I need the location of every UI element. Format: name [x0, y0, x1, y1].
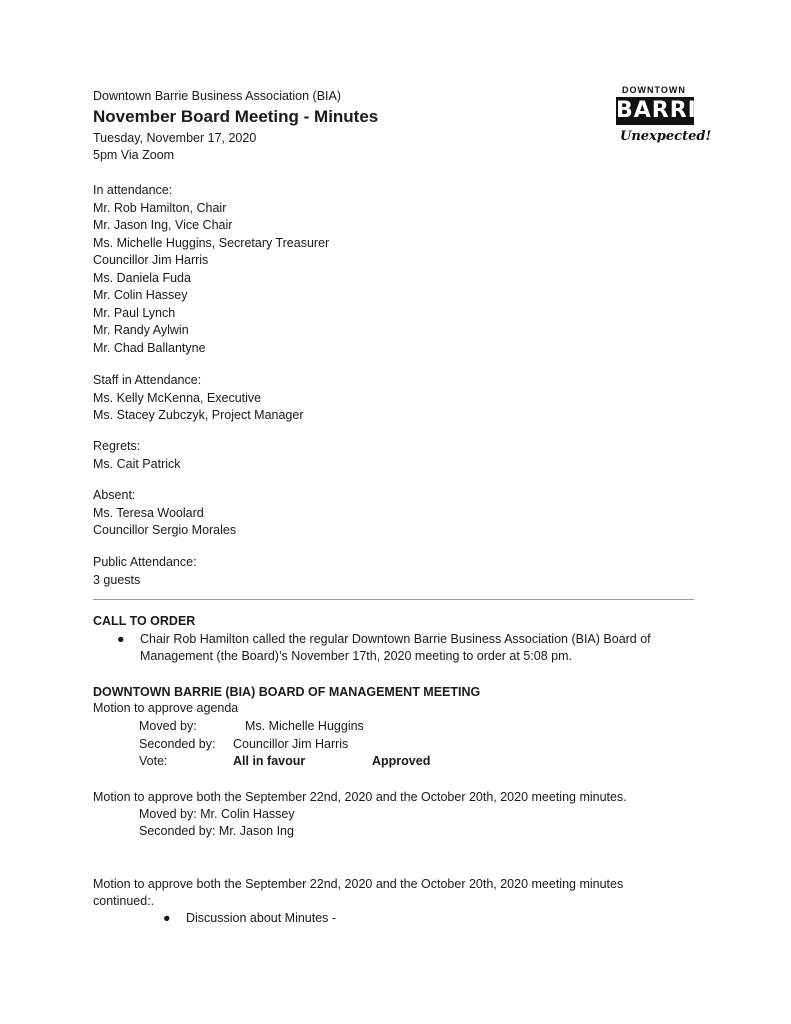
public-value: 3 guests: [93, 572, 141, 587]
seconded-by-label: Seconded by:: [139, 737, 216, 751]
staff-label: Staff in Attendance:: [93, 373, 202, 387]
attendee: Ms. Daniela Fuda: [93, 270, 191, 285]
meeting-date: Tuesday, November 17, 2020: [93, 131, 257, 145]
attendee: Mr. Chad Ballantyne: [93, 340, 206, 355]
vote-value: All in favour: [233, 754, 306, 768]
attendee: Ms. Michelle Huggins, Secretary Treasurer: [93, 235, 330, 250]
attendee: Mr. Colin Hassey: [93, 288, 188, 302]
seconded-by-line: Seconded by: Mr. Jason Ing: [139, 824, 294, 838]
public-label: Public Attendance:: [93, 555, 197, 569]
regrets-member: Ms. Cait Patrick: [93, 456, 181, 471]
motion-title: Motion to approve both the September 22nd, 2020 and the October 20th, 2020 meeting minutes.: [93, 790, 627, 804]
logo-tagline: Unexpected!: [620, 129, 712, 144]
call-to-order-heading: CALL TO ORDER: [93, 614, 196, 628]
bullet-line: Management (the Board)’s November 17th, 2020 meeting to order at 5:08 pm.: [140, 649, 572, 663]
staff-section: [93, 372, 304, 425]
logo-top-text: DOWNTOWN: [622, 85, 686, 95]
absent-section: [93, 487, 236, 540]
bullet-icon: ●: [117, 632, 125, 646]
meeting-time-location: 5pm Via Zoom: [93, 148, 175, 162]
bullet-icon: ●: [163, 911, 171, 925]
public-section: [93, 554, 197, 589]
motion-title: Motion to approve both the September 22nd, 2020 and the October 20th, 2020 meeting minutes: [93, 877, 624, 891]
attendance-section: [93, 182, 329, 357]
moved-by-line: Moved by: Mr. Colin Hassey: [139, 807, 295, 821]
board-meeting-heading: DOWNTOWN BARRIE (BIA) BOARD OF MANAGEMENT MEETING: [93, 685, 481, 699]
attendee: Mr. Randy Aylwin: [93, 323, 189, 337]
absent-label: Absent:: [93, 488, 136, 502]
regrets-label: Regrets:: [93, 439, 141, 453]
absent-member: Ms. Teresa Woolard: [93, 505, 204, 520]
attendee: Councillor Jim Harris: [93, 253, 209, 267]
attendance-label: In attendance:: [93, 183, 173, 197]
regrets-section: [93, 438, 181, 473]
vote-result: Approved: [372, 754, 431, 768]
moved-by-value: Ms. Michelle Huggins: [245, 719, 364, 733]
staff-member: Ms. Stacey Zubczyk, Project Manager: [93, 408, 304, 422]
attendee: Mr. Rob Hamilton, Chair: [93, 200, 227, 215]
organization-name: Downtown Barrie Business Association (BIA): [93, 89, 342, 103]
seconded-by-value: Councillor Jim Harris: [233, 737, 349, 751]
bullet-line: Chair Rob Hamilton called the regular Downtown Barrie Business Association (BIA) Board of: [140, 632, 651, 646]
horizontal-divider: [93, 599, 694, 600]
vote-label: Vote:: [139, 754, 168, 768]
bullet-line: Discussion about Minutes -: [186, 911, 337, 925]
absent-member: Councillor Sergio Morales: [93, 523, 237, 537]
moved-by-label: Moved by:: [139, 719, 197, 733]
staff-member: Ms. Kelly McKenna, Executive: [93, 390, 262, 405]
motion-title-continued: continued:.: [93, 894, 155, 908]
attendee: Mr. Jason Ing, Vice Chair: [93, 218, 233, 232]
motion-title: Motion to approve agenda: [93, 701, 239, 715]
downtown-barrie-logo: [614, 85, 713, 161]
page-title: November Board Meeting - Minutes: [93, 107, 379, 126]
logo-middle-text: BARRIE: [616, 98, 713, 123]
attendee: Mr. Paul Lynch: [93, 305, 176, 320]
